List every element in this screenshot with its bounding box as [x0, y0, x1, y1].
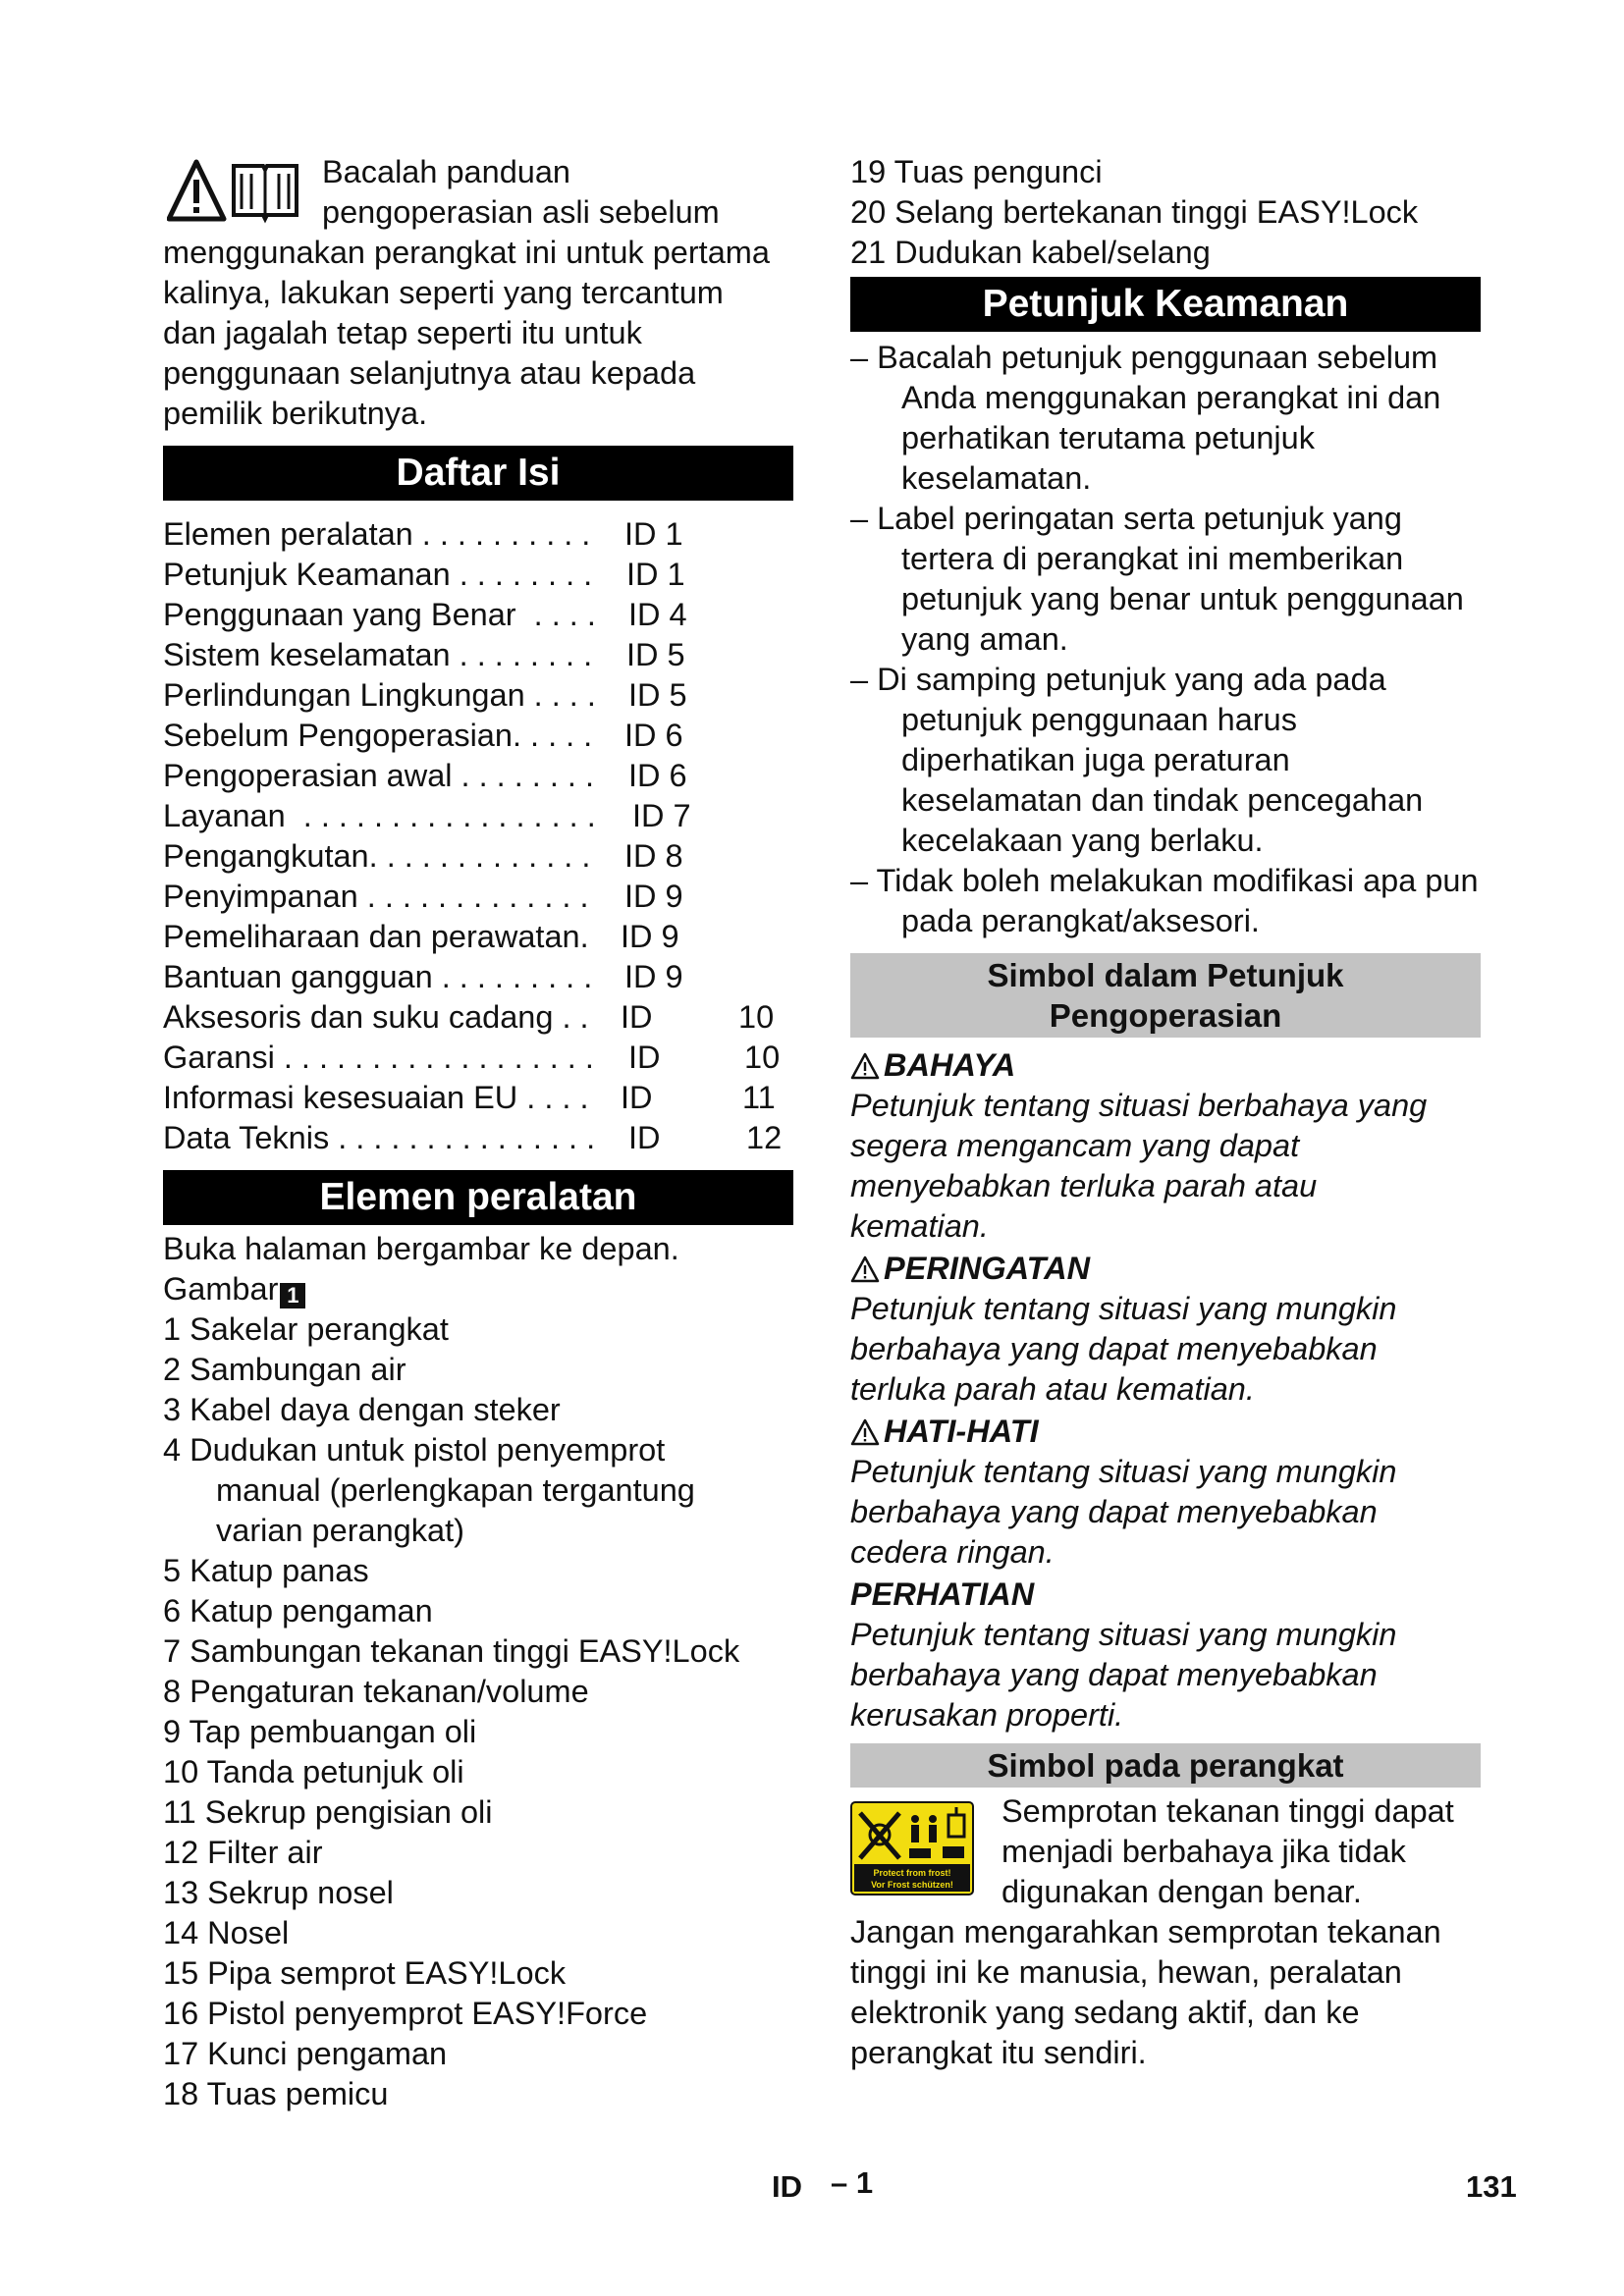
toc-label: Pengangkutan. . . . . . . . . . . . .: [163, 838, 591, 874]
toc-label: Pengoperasian awal . . . . . . . .: [163, 758, 594, 793]
toc-id: ID: [628, 1040, 661, 1075]
toc-heading: Daftar Isi: [163, 446, 793, 501]
warning-manual-icon: [167, 156, 304, 227]
figure-number-badge: 1: [280, 1283, 305, 1308]
list-item: 11 Sekrup pengisian oli: [163, 1794, 493, 1830]
toc-label: Aksesoris dan suku cadang . .: [163, 999, 589, 1035]
intro-line-4: kalinya, lakukan seperti yang tercantum: [163, 275, 724, 310]
device-symbol-section: [850, 1791, 1481, 2073]
intro-line-1: Bacalah panduan: [322, 154, 571, 189]
toc-row[interactable]: [163, 675, 793, 716]
signal-description: Petunjuk tentang situasi berbahaya yang segera mengancam yang dapat menyebabkan terluka parah atau kematian.: [850, 1088, 1428, 1244]
toc-label: Perlindungan Lingkungan . . . .: [163, 677, 596, 713]
signal-word-text: HATI-HATI: [884, 1414, 1039, 1449]
list-item: 10 Tanda petunjuk oli: [163, 1754, 464, 1789]
footer-page-number: 131: [1466, 2169, 1517, 2204]
list-item: 6 Katup pengaman: [163, 1593, 433, 1629]
signal-description: Petunjuk tentang situasi yang mungkin berbahaya yang dapat menyebabkan terluka parah atau kematian.: [850, 1291, 1397, 1407]
list-item: 20 Selang bertekanan tinggi EASY!Lock: [850, 194, 1419, 230]
intro-line-2: pengoperasian asli sebelum: [322, 194, 720, 230]
warning-triangle-icon: [850, 1418, 880, 1446]
toc-row[interactable]: [163, 555, 793, 595]
toc-row[interactable]: [163, 836, 793, 877]
list-item: – Label peringatan serta petunjuk yang tertera di perangkat ini memberikan petunjuk yang benar untuk penggunaan yang aman.: [850, 501, 1464, 657]
list-item: 14 Nosel: [163, 1915, 290, 1950]
toc-id: ID 6: [624, 718, 683, 753]
list-item: 2 Sambungan air: [163, 1352, 406, 1387]
list-item: – Di samping petunjuk yang ada pada petunjuk penggunaan harus diperhatikan juga peraturan keselamatan dan tindak pencegahan kecelakaan yang berlaku.: [850, 662, 1424, 858]
device-symbol-side-text: Semprotan tekanan tinggi dapat menjadi berbahaya jika tidak digunakan dengan benar.: [1001, 1793, 1454, 1909]
high-pressure-warning-label-icon: [850, 1801, 974, 1896]
left-column: [163, 152, 793, 2114]
toc-row[interactable]: [163, 1118, 793, 1158]
toc-row[interactable]: [163, 635, 793, 675]
toc-id: ID 5: [628, 677, 687, 713]
toc-page: 12: [746, 1120, 783, 1155]
list-item: 15 Pipa semprot EASY!Lock: [163, 1955, 567, 1991]
toc-label: Bantuan gangguan . . . . . . . . .: [163, 959, 593, 994]
simbol-petunjuk-heading: [850, 953, 1481, 1038]
intro-line-3: menggunakan perangkat ini untuk pertama: [163, 235, 770, 270]
toc-row[interactable]: [163, 1038, 793, 1078]
signal-description: Petunjuk tentang situasi yang mungkin berbahaya yang dapat menyebabkan kerusakan properti.: [850, 1617, 1397, 1733]
list-item: 1 Sakelar perangkat: [163, 1311, 449, 1347]
list-item: 8 Pengaturan tekanan/volume: [163, 1674, 589, 1709]
list-item: 19 Tuas pengunci: [850, 154, 1103, 189]
label-frost-text-en: Protect from frost!: [873, 1868, 951, 1878]
list-item: 7 Sambungan tekanan tinggi EASY!Lock: [163, 1633, 740, 1669]
gambar-label: [163, 1269, 793, 1309]
toc-label: Layanan . . . . . . . . . . . . . . . . .: [163, 798, 596, 833]
list-item: 17 Kunci pengaman: [163, 2036, 448, 2071]
toc-row[interactable]: [163, 595, 793, 635]
toc-id: ID 9: [621, 919, 679, 954]
elemen-intro: Buka halaman bergambar ke depan.: [163, 1231, 679, 1266]
toc-row[interactable]: [163, 917, 793, 957]
toc-id: ID 8: [624, 838, 683, 874]
toc-row[interactable]: [163, 957, 793, 997]
toc-id: ID 1: [624, 516, 683, 552]
toc-row[interactable]: [163, 756, 793, 796]
toc-row[interactable]: [163, 877, 793, 917]
list-item: – Bacalah petunjuk penggunaan sebelum Anda menggunakan perangkat ini dan perhatikan terutama petunjuk keselamatan.: [850, 340, 1441, 496]
warning-triangle-icon: [850, 1052, 880, 1080]
toc-id: ID 6: [628, 758, 687, 793]
list-item: 4 Dudukan untuk pistol penyemprot manual (perlengkapan tergantung varian perangkat): [163, 1432, 695, 1548]
toc-row[interactable]: [163, 997, 793, 1038]
warning-triangle-icon: [850, 1255, 880, 1283]
signal-word-text: PERHATIAN: [850, 1576, 1035, 1612]
toc-id: ID 9: [624, 959, 683, 994]
intro-line-5: dan jagalah tetap seperti itu untuk: [163, 315, 642, 350]
toc-label: Sistem keselamatan . . . . . . . .: [163, 637, 593, 672]
table-of-contents: [163, 514, 793, 1158]
toc-row[interactable]: [163, 1078, 793, 1118]
signal-word-text: BAHAYA: [884, 1047, 1016, 1083]
list-item: 12 Filter air: [163, 1835, 323, 1870]
intro-line-7: pemilik berikutnya.: [163, 396, 428, 431]
keamanan-section: [850, 338, 1481, 941]
toc-label: Pemeliharaan dan perawatan.: [163, 919, 589, 954]
label-frost-text-de: Vor Frost schützen!: [871, 1880, 953, 1890]
gambar-text: Gambar: [163, 1271, 279, 1307]
toc-id: ID 4: [628, 597, 687, 632]
signal-word-bahaya: [850, 1045, 1481, 1086]
list-item: 13 Sekrup nosel: [163, 1875, 394, 1910]
simbol-petunjuk-title: Simbol dalam Petunjuk Pengoperasian: [987, 957, 1344, 1034]
list-item: 18 Tuas pemicu: [163, 2076, 389, 2111]
keamanan-heading: Petunjuk Keamanan: [850, 277, 1481, 332]
signal-word-hati-hati: [850, 1412, 1481, 1452]
toc-label: Garansi . . . . . . . . . . . . . . . . . .: [163, 1040, 594, 1075]
toc-label: Informasi kesesuaian EU . . . .: [163, 1080, 589, 1115]
intro-line-6: penggunaan selanjutnya atau kepada: [163, 355, 696, 391]
toc-page: 11: [742, 1080, 776, 1115]
toc-row[interactable]: [163, 796, 793, 836]
toc-page: 10: [738, 999, 775, 1035]
elemen-section: [163, 1229, 793, 2114]
toc-label: Elemen peralatan . . . . . . . . . .: [163, 516, 591, 552]
signal-word-peringatan: [850, 1249, 1481, 1289]
toc-page: 10: [744, 1040, 781, 1075]
toc-label: Penggunaan yang Benar . . . .: [163, 597, 596, 632]
toc-label: Petunjuk Keamanan . . . . . . . .: [163, 557, 593, 592]
list-item: 9 Tap pembuangan oli: [163, 1714, 477, 1749]
list-item: 3 Kabel daya dengan steker: [163, 1392, 561, 1427]
list-item: 16 Pistol penyemprot EASY!Force: [163, 1996, 648, 2031]
toc-id: ID: [621, 999, 653, 1035]
toc-row[interactable]: [163, 716, 793, 756]
footer-language: ID: [772, 2169, 802, 2204]
signal-word-perhatian: [850, 1575, 1481, 1615]
list-item: – Tidak boleh melakukan modifikasi apa pun pada perangkat/aksesori.: [850, 863, 1479, 938]
toc-id: ID 1: [626, 557, 685, 592]
signal-description: Petunjuk tentang situasi yang mungkin berbahaya yang dapat menyebabkan cedera ringan.: [850, 1454, 1397, 1570]
signal-words-section: [850, 1045, 1481, 1735]
toc-id: ID: [621, 1080, 653, 1115]
footer-section-number: – 1: [831, 2165, 874, 2200]
toc-label: Sebelum Pengoperasian. . . . .: [163, 718, 593, 753]
toc-id: ID 7: [632, 798, 691, 833]
toc-row[interactable]: [163, 514, 793, 555]
toc-id: ID 9: [624, 879, 683, 914]
simbol-perangkat-heading: Simbol pada perangkat: [850, 1743, 1481, 1788]
list-item: 21 Dudukan kabel/selang: [850, 235, 1211, 270]
device-symbol-text: Jangan mengarahkan semprotan tekanan tinggi ini ke manusia, hewan, peralatan elektronik yang sedang aktif, dan ke perangkat itu sendiri.: [850, 1914, 1441, 2070]
toc-label: Data Teknis . . . . . . . . . . . . . . .: [163, 1120, 596, 1155]
intro-section: [163, 152, 793, 434]
signal-word-text: PERINGATAN: [884, 1251, 1091, 1286]
elemen-heading: Elemen peralatan: [163, 1170, 793, 1225]
right-column: [850, 152, 1481, 2073]
list-item: 5 Katup panas: [163, 1553, 369, 1588]
toc-label: Penyimpanan . . . . . . . . . . . . .: [163, 879, 589, 914]
toc-id: ID: [628, 1120, 661, 1155]
toc-id: ID 5: [626, 637, 685, 672]
